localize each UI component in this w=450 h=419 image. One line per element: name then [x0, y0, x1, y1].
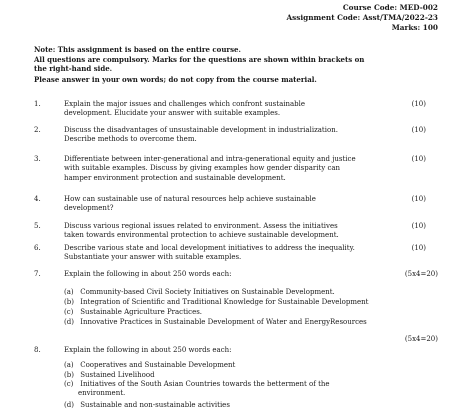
question-text: Explain the following in about 250 words each:	[64, 270, 232, 278]
sub-question-7c	[64, 308, 424, 317]
question-number: 5.	[34, 222, 41, 230]
question-text: hamper environment protection and sustainable development.	[64, 173, 286, 182]
sub-label: (d)	[64, 401, 74, 409]
question-marks: (10)	[411, 244, 426, 252]
question-number: 2.	[34, 126, 41, 134]
sub-text: Community-based Civil Society Initiatives on Sustainable Development.	[80, 288, 335, 296]
note-own-words: Please answer in your own words; do not copy from the course material.	[34, 75, 317, 84]
sub-label: (d)	[64, 318, 74, 326]
question-marks: (10)	[411, 195, 426, 203]
sub-label: (a)	[64, 288, 74, 296]
note-compulsory-cont: the right-hand side.	[34, 64, 113, 73]
question-text: development. Elucidate your answer with suitable examples.	[64, 109, 281, 118]
note-line: Note: This assignment is based on the entire course.	[34, 45, 241, 54]
sub-label: (b)	[64, 371, 74, 379]
sub-question-8c	[64, 380, 424, 399]
sub-text: Sustained Livelihood	[80, 371, 155, 379]
question-marks: (5x4=20)	[404, 270, 438, 278]
note-compulsory: All questions are compulsory. Marks for the questions are shown within brackets on	[34, 55, 365, 64]
header-block	[286, 3, 438, 33]
question-marks: (10)	[411, 126, 426, 134]
sub-question-8b	[64, 371, 424, 380]
question-number: 7.	[34, 270, 41, 278]
question-marks: (10)	[411, 155, 426, 163]
question-text: Substantiate your answer with suitable examples.	[64, 253, 242, 262]
question-text: Explain the major issues and challenges which confront sustainable	[64, 100, 306, 108]
question-text: with suitable examples. Discuss by giving examples how gender disparity can	[64, 164, 341, 173]
question-text: Differentiate between inter-generational and intra-generational equity and justice	[64, 155, 356, 163]
sub-text: Sustainable Agriculture Practices.	[80, 308, 203, 316]
question-marks: (10)	[411, 222, 426, 230]
question-number: 1.	[34, 100, 41, 108]
question-number: 4.	[34, 195, 41, 203]
sub-label: (c)	[64, 308, 74, 316]
sub-label: (a)	[64, 361, 74, 369]
sub-question-8a	[64, 361, 424, 370]
total-marks: Marks: 100	[391, 23, 438, 32]
sub-question-7b	[64, 298, 424, 307]
sub-text: Innovative Practices in Sustainable Development of Water and EnergyResources	[80, 318, 367, 326]
sub-text: Cooperatives and Sustainable Development	[80, 361, 236, 369]
question-number: 8.	[34, 346, 41, 354]
sub-text-continued: environment.	[78, 389, 126, 398]
question-text: development?	[64, 204, 114, 213]
question-text: Explain the following in about 250 words each:	[64, 346, 232, 354]
sub-text: Integration of Scientific and Traditional Knowledge for Sustainable Development	[80, 298, 369, 306]
course-code: Course Code: MED-002	[342, 3, 438, 12]
sub-text: Sustainable and non-sustainable activities	[80, 401, 230, 409]
sub-label: (b)	[64, 298, 74, 306]
sub-question-7a	[64, 288, 424, 297]
question-text: Describe various state and local development initiatives to address the inequality.	[64, 244, 355, 252]
sub-text: Initiatives of the South Asian Countries towards the betterment of the	[80, 380, 330, 388]
question-number: 6.	[34, 244, 41, 252]
question-text: Describe methods to overcome them.	[64, 135, 197, 144]
sub-question-7d	[64, 318, 424, 327]
question-text: Discuss the disadvantages of unsustainable development in industrialization.	[64, 126, 338, 134]
question-marks: (10)	[411, 100, 426, 108]
assignment-code: Assignment Code: Asst/TMA/2022-23	[286, 13, 438, 22]
sub-question-8d	[64, 401, 424, 410]
question-text: taken towards environmental protection to achieve sustainable development.	[64, 231, 339, 240]
question-text: Discuss various regional issues related to environment. Assess the initiatives	[64, 222, 338, 230]
question-number: 3.	[34, 155, 41, 163]
question-text: How can sustainable use of natural resources help achieve sustainable	[64, 195, 316, 203]
question-marks: (5x4=20)	[404, 335, 438, 343]
sub-label: (c)	[64, 380, 74, 388]
